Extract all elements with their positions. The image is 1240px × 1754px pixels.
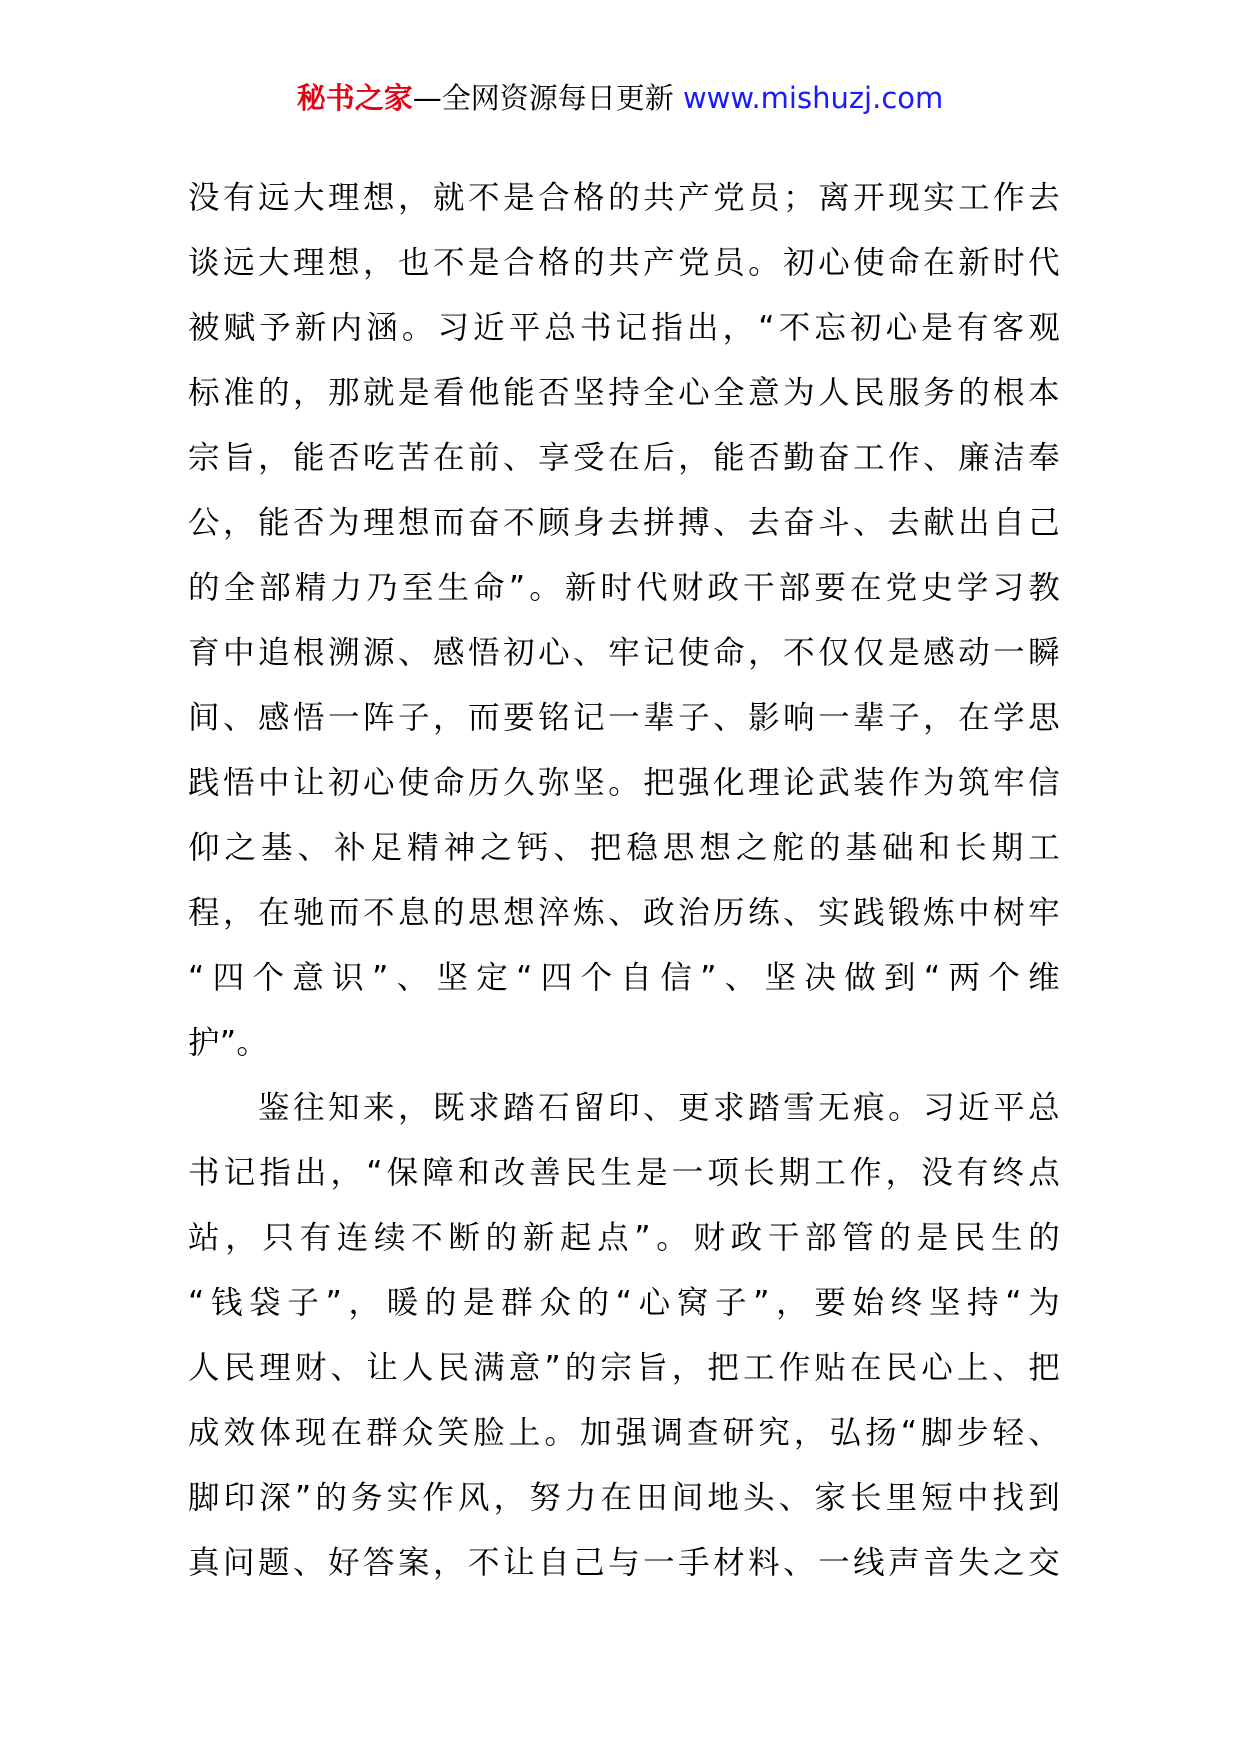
text-line: 没有远大理想，就不是合格的共产党员；离开现实工作去 — [188, 180, 1060, 216]
text-line: 书记指出，“保障和改善民生是一项长期工作，没有终点 — [188, 1155, 1060, 1191]
text-line: 站，只有连续不断的新起点”。财政干部管的是民生的 — [188, 1220, 1060, 1256]
text-line: 标准的，那就是看他能否坚持全心全意为人民服务的根本 — [188, 375, 1060, 411]
text-line: 被赋予新内涵。习近平总书记指出，“不忘初心是有客观 — [188, 310, 1060, 346]
page-header — [0, 78, 1240, 118]
site-url-link[interactable]: www.mishuzj.com — [682, 81, 944, 115]
text-line: 成效体现在群众笑脸上。加强调查研究，弘扬“脚步轻、 — [188, 1415, 1060, 1451]
brand-name: 秘书之家 — [296, 81, 413, 115]
text-line: 宗旨，能否吃苦在前、享受在后，能否勤奋工作、廉洁奉 — [188, 440, 1060, 476]
document-body — [188, 166, 1060, 1596]
text-line: “钱袋子”，暖的是群众的“心窝子”，要始终坚持“为 — [188, 1285, 1060, 1321]
text-line: 育中追根溯源、感悟初心、牢记使命，不仅仅是感动一瞬 — [188, 635, 1060, 671]
text-line: 谈远大理想，也不是合格的共产党员。初心使命在新时代 — [188, 245, 1060, 281]
header-tagline: —全网资源每日更新 — [412, 81, 683, 115]
paragraph-first-line: 鉴往知来，既求踏石留印、更求踏雪无痕。习近平总 — [188, 1090, 1060, 1126]
text-line: 间、感悟一阵子，而要铭记一辈子、影响一辈子，在学思 — [188, 700, 1060, 736]
text-line: “四个意识”、坚定“四个自信”、坚决做到“两个维 — [188, 960, 1060, 996]
text-line: 脚印深”的务实作风，努力在田间地头、家长里短中找到 — [188, 1480, 1060, 1516]
text-line: 人民理财、让人民满意”的宗旨，把工作贴在民心上、把 — [188, 1350, 1060, 1386]
text-line: 公，能否为理想而奋不顾身去拼搏、去奋斗、去献出自己 — [188, 505, 1060, 541]
text-line: 真问题、好答案，不让自己与一手材料、一线声音失之交 — [188, 1545, 1060, 1581]
text-line: 程，在驰而不息的思想淬炼、政治历练、实践锻炼中树牢 — [188, 895, 1060, 931]
text-line: 仰之基、补足精神之钙、把稳思想之舵的基础和长期工 — [188, 830, 1060, 866]
paragraph-end-line: 护”。 — [188, 1025, 269, 1061]
text-line: 践悟中让初心使命历久弥坚。把强化理论武装作为筑牢信 — [188, 765, 1060, 801]
text-line: 的全部精力乃至生命”。新时代财政干部要在党史学习教 — [188, 570, 1060, 606]
